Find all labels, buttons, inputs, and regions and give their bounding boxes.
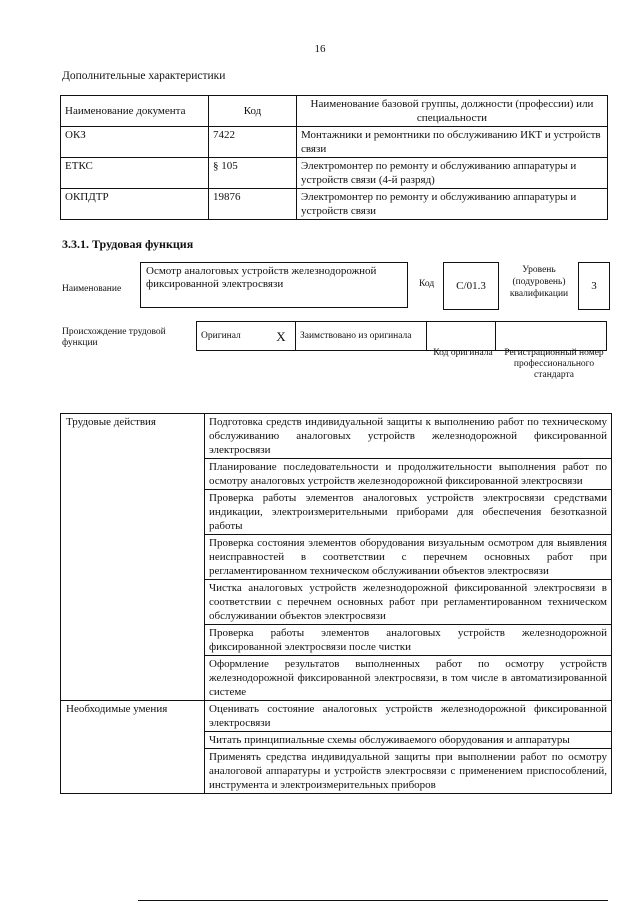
code-cell: 19876 [209, 189, 297, 220]
labor-action: Проверка работы элементов аналоговых устройств железнодорожной фиксированной электросвязи после чистки [205, 625, 612, 656]
header-code: Код [209, 96, 297, 127]
labor-actions-label: Трудовые действия [61, 414, 205, 701]
labor-action: Оформление результатов выполненных работ по осмотру устройств железнодорожной фиксированной электросвязи, в том числе в автоматизированной системе [205, 656, 612, 701]
labor-action: Подготовка средств индивидуальной защиты к выполнению работ по техническому обслуживанию аналоговых устройств железнодорожной фиксированной электросвязи [205, 414, 612, 459]
characteristics-table [60, 95, 608, 220]
origin-table [196, 321, 607, 351]
name-label: Наименование [62, 284, 122, 294]
required-skill: Оценивать состояние аналоговых устройств железнодорожной фиксированной электросвязи [205, 701, 612, 732]
table-header-row [61, 96, 608, 127]
labor-function-heading: 3.3.1. Трудовая функция [62, 237, 194, 251]
group-cell: Электромонтер по ремонту и обслуживанию аппаратуры и устройств связи (4-й разряд) [297, 158, 608, 189]
page-number: 16 [314, 43, 326, 55]
original-mark: X [267, 322, 296, 351]
original-label: Оригинал [197, 322, 268, 351]
qualification-level: 3 [578, 262, 610, 310]
qualification-level-label: Уровень (подуровень) квалификации [509, 265, 569, 299]
function-code: С/01.3 [443, 262, 499, 310]
registration-number-cell [496, 322, 607, 351]
origin-label: Происхождение трудовой функции [62, 327, 166, 348]
table-row [61, 414, 612, 459]
function-name: Осмотр аналоговых устройств железнодорожной фиксированной электросвязи [140, 262, 408, 308]
doc-cell: ОКПДТР [61, 189, 209, 220]
table-row [61, 701, 612, 732]
header-group: Наименование базовой группы, должности (профессии) или специальности [297, 96, 608, 127]
doc-cell: ЕТКС [61, 158, 209, 189]
required-skill: Применять средства индивидуальной защиты при выполнении работ по осмотру аналоговой аппаратуры и устройств электросвязи с применением приспособлений, инструмента и электроизмерительных приборов [205, 749, 612, 794]
additional-characteristics-heading: Дополнительные характеристики [62, 70, 226, 82]
code-label: Код [419, 279, 435, 289]
page-bottom-line [138, 900, 608, 901]
group-cell: Электромонтер по ремонту и обслуживанию аппаратуры и устройств связи [297, 189, 608, 220]
table-row [61, 189, 608, 220]
borrowed-label: Заимствовано из оригинала [296, 322, 427, 351]
required-skills-label: Необходимые умения [61, 701, 205, 794]
labor-action: Проверка работы элементов аналоговых устройств электросвязи средствами индикации, электроизмерительными приборами для обеспечения безотказной работы [205, 490, 612, 535]
table-row [61, 127, 608, 158]
table-row [61, 158, 608, 189]
function-details-table [60, 413, 612, 794]
code-cell: 7422 [209, 127, 297, 158]
original-code-label: Код оригинала [433, 348, 493, 358]
required-skill: Читать принципиальные схемы обслуживаемого оборудования и аппаратуры [205, 732, 612, 749]
header-document: Наименование документа [61, 96, 209, 127]
labor-action: Проверка состояния элементов оборудования визуальным осмотром для выявления неисправностей в соответствии с перечнем основных работ при регламентированном техническом обслуживании объектов электросвязи [205, 535, 612, 580]
registration-number-label: Регистрационный номер профессионального стандарта [504, 348, 604, 380]
labor-action: Чистка аналоговых устройств железнодорожной фиксированной электросвязи в соответствии с перечнем основных работ при регламентированном техническом обслуживании объектов электросвязи [205, 580, 612, 625]
code-cell: § 105 [209, 158, 297, 189]
group-cell: Монтажники и ремонтники по обслуживанию ИКТ и устройств связи [297, 127, 608, 158]
doc-cell: ОКЗ [61, 127, 209, 158]
original-code-cell [427, 322, 496, 351]
labor-action: Планирование последовательности и продолжительности выполнения работ по осмотру аналоговых устройств железнодорожной фиксированной электросвязи [205, 459, 612, 490]
